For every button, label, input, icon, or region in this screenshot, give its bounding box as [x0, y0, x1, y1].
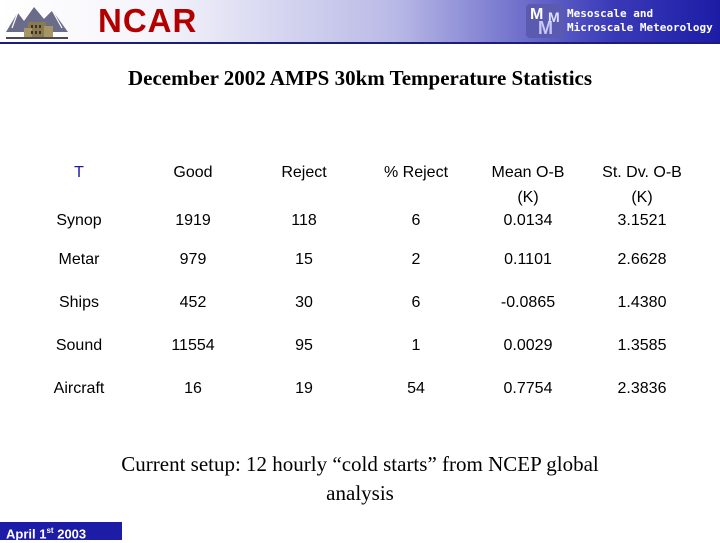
table-cell: -0.0865 [500, 293, 556, 311]
table-cell: 19 [295, 379, 313, 397]
table-cell: 2 [411, 250, 421, 268]
table-cell: 1.3585 [617, 336, 667, 354]
header-cell: Reject [281, 164, 327, 181]
division-name [567, 7, 713, 35]
ncar-logo-text: NCAR [98, 2, 198, 39]
svg-text:M: M [548, 9, 560, 25]
table-header-row [20, 150, 700, 212]
svg-text:M: M [538, 18, 553, 38]
banner-divider [0, 42, 720, 44]
table-cell: 0.1101 [504, 250, 552, 268]
header-cell: T [74, 164, 84, 181]
table-cell: 1 [411, 336, 421, 354]
table-cell: 979 [179, 250, 207, 268]
header-cell: St. Dv. O-B (K) [602, 164, 682, 206]
temperature-statistics-table [20, 150, 700, 410]
header-cell: Mean O-B (K) [491, 164, 565, 206]
header-cell: % Reject [383, 164, 449, 181]
division-line-1: Mesoscale and [567, 7, 654, 20]
table-row [20, 212, 700, 238]
table-cell: 0.0134 [503, 212, 553, 229]
mountain-logo-icon [4, 2, 70, 40]
table-cell: Ships [58, 293, 100, 311]
table-row [20, 281, 700, 324]
footer-month-day: April 1 [6, 526, 47, 542]
table-cell: 0.7754 [503, 379, 553, 397]
footer-date [0, 522, 122, 540]
mmm-logo-icon [526, 4, 564, 38]
header-cell: Good [173, 164, 213, 181]
table-cell: Sound [55, 336, 103, 354]
table-cell: 2.6628 [617, 250, 667, 268]
slide-title: December 2002 AMPS 30km Temperature Statistics [127, 66, 593, 90]
caption-line-2: analysis [326, 481, 394, 505]
table-row [20, 324, 700, 367]
table-cell: 452 [179, 293, 207, 311]
table-cell: 16 [184, 379, 202, 397]
table-cell: 1.4380 [617, 293, 667, 311]
table-cell: 0.0029 [503, 336, 553, 354]
table-cell: 1919 [175, 212, 211, 229]
svg-text:M: M [530, 6, 544, 23]
table-cell: 6 [411, 293, 421, 311]
table-cell: 11554 [171, 336, 215, 354]
table-cell: 6 [411, 212, 421, 229]
table-row [20, 367, 700, 410]
setup-caption [60, 450, 660, 508]
table-row [20, 238, 700, 281]
table-cell: 54 [407, 379, 425, 397]
table-cell: 30 [295, 293, 313, 311]
table-cell: 15 [295, 250, 313, 268]
table-cell: 2.3836 [617, 379, 667, 397]
footer-ordinal-suffix: st [46, 526, 54, 535]
table-cell: 95 [295, 336, 313, 354]
footer-year: 2003 [57, 526, 87, 542]
table-cell: Metar [58, 250, 100, 268]
table-cell: 3.1521 [617, 212, 667, 229]
division-line-2: Microscale Meteorology [567, 21, 713, 34]
table-cell: Synop [56, 212, 102, 229]
header-banner [0, 0, 720, 42]
table-cell: 118 [291, 212, 317, 229]
table-cell: Aircraft [53, 379, 105, 397]
caption-line-1: Current setup: 12 hourly “cold starts” from NCEP global [121, 452, 599, 476]
